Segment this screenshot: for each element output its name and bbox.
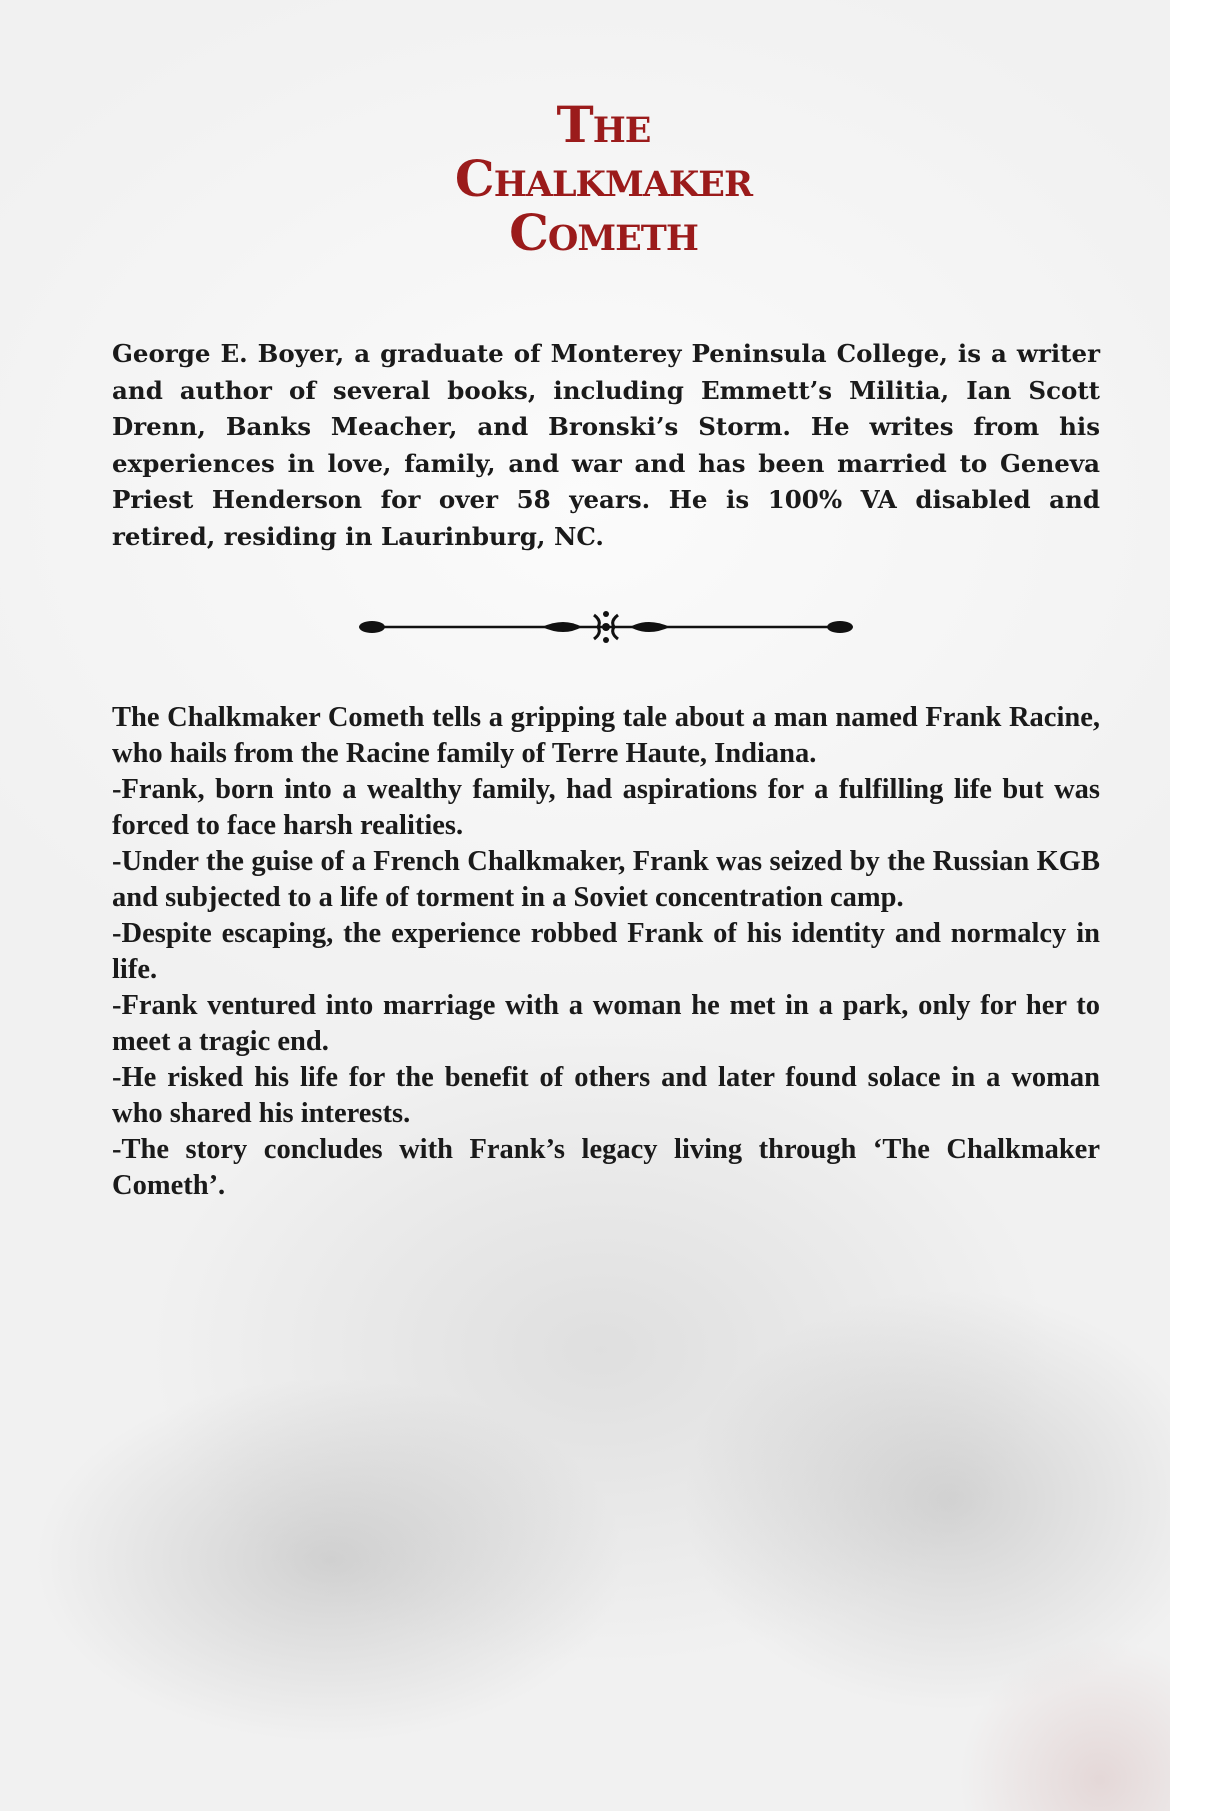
synopsis bbox=[112, 700, 1100, 1204]
synopsis-paragraph: -Despite escaping, the experience robbed Frank of his identity and normalcy in life. bbox=[112, 918, 1100, 985]
synopsis-paragraph: -Frank, born into a wealthy family, had aspirations for a fulfilling life but was forced to face harsh realities. bbox=[112, 774, 1100, 841]
synopsis-paragraph: -Frank ventured into marriage with a woman he met in a park, only for her to meet a tragic end. bbox=[112, 990, 1100, 1057]
title-line: Chalkmaker bbox=[454, 149, 753, 208]
decorative-divider-icon bbox=[350, 607, 862, 647]
title-line: Cometh bbox=[509, 203, 698, 262]
synopsis-paragraph: -Under the guise of a French Chalkmaker, Frank was seized by the Russian KGB and subjected to a life of torment in a Soviet concentration camp. bbox=[112, 846, 1100, 913]
synopsis-paragraph: The Chalkmaker Cometh tells a gripping tale about a man named Frank Racine, who hails from the Racine family of Terre Haute, Indiana. bbox=[112, 702, 1100, 769]
page-edge bbox=[1170, 0, 1207, 1811]
synopsis-paragraph: -He risked his life for the benefit of others and later found solace in a woman who shared his interests. bbox=[112, 1062, 1100, 1129]
synopsis-paragraph: -The story concludes with Frank’s legacy living through ‘The Chalkmaker Cometh’. bbox=[112, 1134, 1100, 1201]
title-line: The bbox=[556, 95, 651, 154]
author-bio: George E. Boyer, a graduate of Monterey Peninsula College, is a writer and author of several books, including Emmett’s Militia, Ian Scott Drenn, Banks Meacher, and Bronski’s Storm. He writes from his experiences in love, family, and war and has been married to Geneva Priest Henderson for over 58 years. He is 100% VA disabled and retired, residing in Laurinburg, NC. bbox=[112, 339, 1100, 551]
book-title bbox=[0, 95, 1207, 262]
